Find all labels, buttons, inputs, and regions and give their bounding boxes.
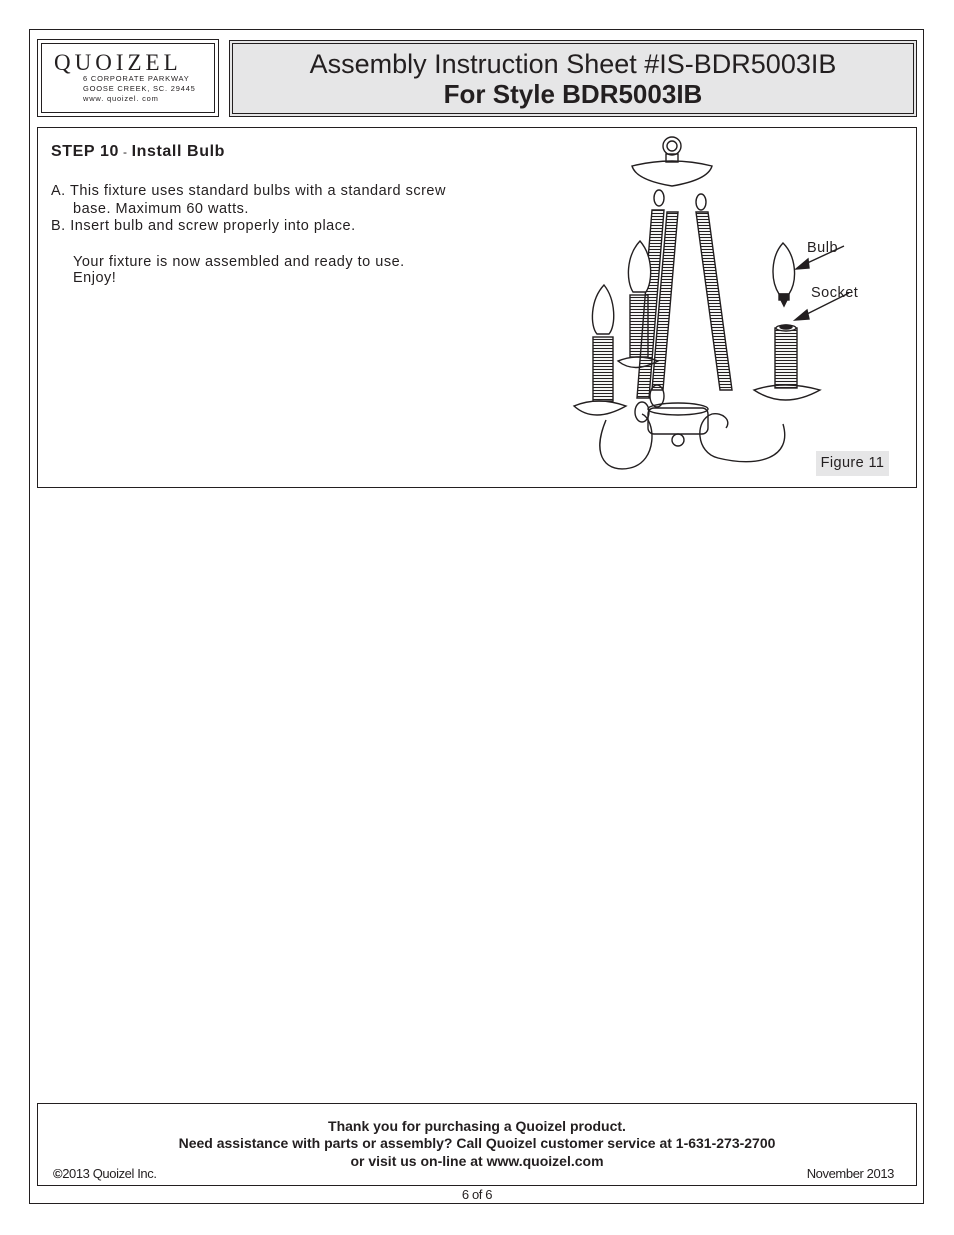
callout-bulb: Bulb [807,240,839,256]
address-line-1: 6 CORPORATE PARKWAY [83,74,190,83]
step-heading [51,143,225,161]
footer-box [37,1103,917,1186]
right-scroll-arm [700,414,785,462]
website-text: www. quoizel. com [83,94,159,103]
step-section [37,127,917,488]
figure-label: Figure 11 [816,451,889,476]
chandelier-illustration [518,128,918,487]
instruction-b: B. Insert bulb and screw properly into place. [51,218,356,234]
footer-assistance: Need assistance with parts or assembly? Call Quoizel customer service at 1-631-273-2700 [178,1135,776,1151]
footer-website: or visit us on-line at www.quoizel.com [350,1153,604,1169]
closing-line-2: Enjoy! [73,270,117,286]
coiled-arms [637,210,732,398]
step-number: STEP 10 [51,143,119,160]
copyright-text: 2013 Quoizel Inc. [62,1166,157,1181]
address-line-2: GOOSE CREEK, SC. 29445 [83,84,196,93]
bulb-illustration [773,243,795,306]
title-box [229,40,917,117]
footer-copyright [53,1166,157,1181]
closing-line-1: Your fixture is now assembled and ready to use. [73,254,405,270]
footer-thanks: Thank you for purchasing a Quoizel product. [328,1118,626,1134]
hanging-ring [663,137,681,162]
right-candle [754,325,820,400]
left-candle [574,285,626,415]
logo-box [37,39,219,117]
page-subtitle: For Style BDR5003IB [443,79,703,109]
instruction-a-line-2: base. Maximum 60 watts. [73,201,249,217]
page-title: Assembly Instruction Sheet #IS-BDR5003IB [309,49,837,79]
canopy [632,161,712,186]
brand-logo: QUOIZEL [54,50,182,75]
instruction-a-line-1: A. This fixture uses standard bulbs with a standard screw [51,183,446,199]
copyright-icon: © [53,1166,63,1181]
footer-date: November 2013 [806,1166,894,1181]
page-number: 6 of 6 [461,1187,493,1202]
step-separator: - [122,145,128,159]
step-name: Install Bulb [131,143,225,160]
callout-socket: Socket [811,285,859,301]
center-body [648,403,708,446]
